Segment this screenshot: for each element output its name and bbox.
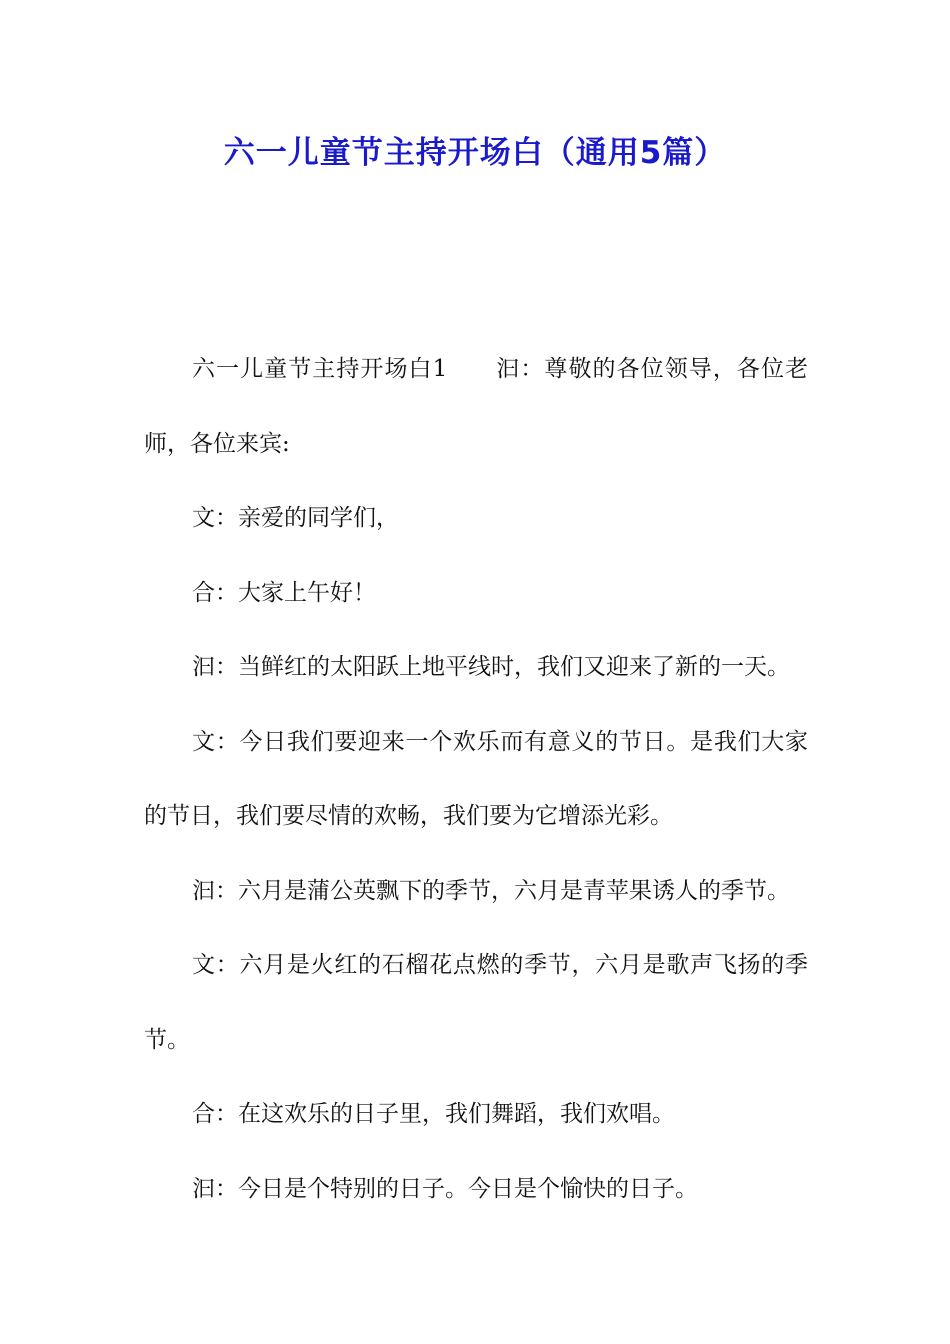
paragraph-1 xyxy=(144,332,808,481)
paragraph-4: 汩：当鲜红的太阳跃上地平线时，我们又迎来了新的一天。 xyxy=(192,654,790,680)
paragraph-5: 文：今日我们要迎来一个欢乐而有意义的节日。是我们大家的节日，我们要尽情的欢畅，我们要为它增添光彩。 xyxy=(144,728,808,829)
paragraph-3: 合：大家上午好！ xyxy=(192,579,376,606)
document-title: 六一儿童节主持开场白（通用5篇） xyxy=(223,135,727,171)
paragraph-1-text: 汩：尊敬的各位领导，各位老师，各位来宾: xyxy=(144,356,809,457)
paragraph-2: 文：亲爱的同学们， xyxy=(192,505,399,531)
paragraph-7: 文：六月是火红的石榴花点燃的季节，六月是歌声飞扬的季节。 xyxy=(144,952,808,1053)
document-body xyxy=(144,332,808,1226)
paragraph-6: 汩：六月是蒲公英飘下的季节，六月是青苹果诱人的季节。 xyxy=(192,877,790,904)
paragraph-8: 合：在这欢乐的日子里，我们舞蹈，我们欢唱。 xyxy=(192,1101,675,1127)
section-heading: 六一儿童节主持开场白1 xyxy=(192,356,448,382)
paragraph-9: 汩：今日是个特别的日子。今日是个愉快的日子。 xyxy=(192,1175,698,1202)
